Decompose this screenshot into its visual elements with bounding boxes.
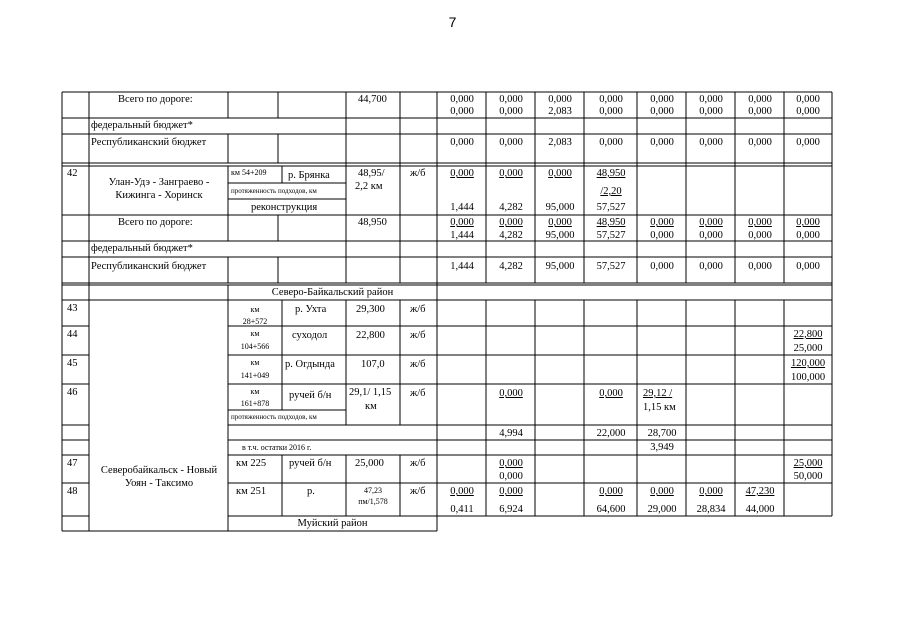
page-number: 7	[448, 14, 457, 30]
r46-b3: 22,000	[596, 428, 626, 439]
r46-v1: 0,000	[499, 388, 523, 399]
r47-object: ручей б/н	[289, 458, 332, 469]
total2-bottom-7: 0,000	[748, 230, 772, 241]
total1-bottom-6: 0,000	[699, 106, 723, 117]
r46-km: км	[250, 387, 260, 396]
r44-km2: 104+566	[240, 342, 270, 351]
r48-bottom-6: 28,834	[696, 504, 726, 515]
rep1-v8: 0,000	[796, 137, 820, 148]
r47-v8-top: 25,000	[793, 458, 823, 469]
r44-v-top: 22,800	[793, 329, 823, 340]
r48-km: км 251	[236, 486, 267, 497]
r43-km: км	[250, 305, 260, 314]
r42-km: км 54+209	[231, 168, 267, 177]
r42-bottom-1: 1,444	[450, 202, 474, 213]
total2-top-7: 0,000	[748, 217, 772, 228]
rep1-v1: 0,000	[450, 137, 474, 148]
district-muisky: Муйский район	[297, 518, 368, 529]
r48-length2: пм/1,578	[358, 497, 388, 506]
total1-bottom-4: 0,000	[599, 106, 623, 117]
r48-num: 48	[67, 486, 78, 497]
r48-type: ж/б	[410, 486, 426, 497]
r42-type: ж/б	[410, 168, 426, 179]
r48-top-6: 0,000	[699, 486, 723, 497]
total1-bottom-8: 0,000	[796, 106, 820, 117]
road-severobaikalsk: Северобайкальск - Новый Уоян - Таксимо	[100, 465, 218, 489]
r42-top-3: 0,000	[548, 168, 572, 179]
r44-v-bottom: 25,000	[793, 343, 823, 354]
total2-bottom-2: 4,282	[499, 230, 523, 241]
r46-remainder-label: в т.ч. остатки 2016 г.	[242, 443, 312, 452]
r46-km2: 161+878	[240, 399, 270, 408]
r48-object: р.	[307, 486, 315, 497]
r42-num: 42	[67, 168, 78, 179]
r45-v-bottom: 100,000	[790, 372, 826, 383]
rep2-v5: 0,000	[650, 261, 674, 272]
r45-object: р. Огдында	[285, 359, 335, 370]
rep2-v7: 0,000	[748, 261, 772, 272]
total2-bottom-5: 0,000	[650, 230, 674, 241]
r48-bottom-4: 64,600	[596, 504, 626, 515]
r46-v4: 29,12 /	[643, 388, 673, 399]
r43-object: р. Ухта	[295, 304, 327, 315]
total2-bottom-6: 0,000	[699, 230, 723, 241]
total1-top-3: 0,000	[548, 94, 572, 105]
total2-top-2: 0,000	[499, 217, 523, 228]
rep1-v3: 2,083	[548, 137, 572, 148]
total1-top-6: 0,000	[699, 94, 723, 105]
rep1-v6: 0,000	[699, 137, 723, 148]
r45-length: 107,0	[361, 359, 385, 370]
total1-top-2: 0,000	[499, 94, 523, 105]
r48-bottom-1: 0,411	[450, 504, 474, 515]
total2-label: Всего по дороге:	[118, 217, 193, 228]
rep2-v1: 1,444	[450, 261, 474, 272]
rep2-v4: 57,527	[596, 261, 626, 272]
total2-top-5: 0,000	[650, 217, 674, 228]
total1-bottom-5: 0,000	[650, 106, 674, 117]
total1-length: 44,700	[358, 94, 387, 105]
total1-bottom-3: 2,083	[548, 106, 572, 117]
total2-bottom-8: 0,000	[796, 230, 820, 241]
r47-num: 47	[67, 458, 78, 469]
r46-object: ручей б/н	[289, 390, 332, 401]
r42-note: протяженность подходов, км	[231, 187, 317, 195]
r48-bottom-7: 44,000	[745, 504, 775, 515]
rep1-v5: 0,000	[650, 137, 674, 148]
r43-km2: 28+572	[242, 317, 268, 326]
fed2-label: федеральный бюджет*	[91, 243, 193, 254]
r42-length2: 2,2 км	[355, 181, 383, 192]
fed1-label: федеральный бюджет*	[91, 120, 193, 131]
r42-bottom-4: 57,527	[596, 202, 626, 213]
r48-top-4: 0,000	[599, 486, 623, 497]
r48-bottom-5: 29,000	[647, 504, 677, 515]
r47-v8-bottom: 50,000	[793, 471, 823, 482]
r46-v3: 0,000	[599, 388, 623, 399]
r45-km: км	[250, 358, 260, 367]
r47-v1-top: 0,000	[499, 458, 523, 469]
rep2-v3: 95,000	[545, 261, 575, 272]
r42-mid: /2,20	[600, 186, 622, 197]
total1-bottom-1: 0,000	[450, 106, 474, 117]
total2-bottom-3: 95,000	[545, 230, 575, 241]
r42-bottom-3: 95,000	[545, 202, 575, 213]
r44-length: 22,800	[356, 330, 385, 341]
rep1-v4: 0,000	[599, 137, 623, 148]
total1-top-4: 0,000	[599, 94, 623, 105]
rep2-v2: 4,282	[499, 261, 523, 272]
r46-remainder: 3,949	[650, 442, 674, 453]
r46-num: 46	[67, 387, 78, 398]
total2-top-8: 0,000	[796, 217, 820, 228]
r48-top-5: 0,000	[650, 486, 674, 497]
rep2-v6: 0,000	[699, 261, 723, 272]
r46-note: протяженность подходов, км	[231, 413, 317, 421]
r44-num: 44	[67, 329, 78, 340]
total1-top-1: 0,000	[450, 94, 474, 105]
r46-b4: 28,700	[647, 428, 677, 439]
r46-b1: 4,994	[499, 428, 523, 439]
r48-length: 47,23	[364, 486, 382, 495]
r43-type: ж/б	[410, 304, 426, 315]
r48-top-7: 47,230	[745, 486, 775, 497]
total2-bottom-1: 1,444	[450, 230, 474, 241]
rep2-label: Республиканский бюджет	[91, 261, 207, 272]
r45-v-top: 120,000	[790, 358, 826, 369]
r46-type: ж/б	[410, 388, 426, 399]
r45-type: ж/б	[410, 359, 426, 370]
r47-v1-bottom: 0,000	[499, 471, 523, 482]
r42-object: р. Брянка	[288, 170, 330, 181]
r45-km2: 141+049	[240, 371, 270, 380]
r44-type: ж/б	[410, 330, 426, 341]
r43-num: 43	[67, 303, 78, 314]
total1-top-7: 0,000	[748, 94, 772, 105]
rep1-v7: 0,000	[748, 137, 772, 148]
total2-top-6: 0,000	[699, 217, 723, 228]
total2-top-4: 48,950	[596, 217, 626, 228]
r47-km: км 225	[236, 458, 267, 469]
r42-length: 48,95/	[358, 168, 385, 179]
r48-bottom-2: 6,924	[499, 504, 523, 515]
r48-top-2: 0,000	[499, 486, 523, 497]
r47-type: ж/б	[410, 458, 426, 469]
total2-top-1: 0,000	[450, 217, 474, 228]
total1-top-5: 0,000	[650, 94, 674, 105]
total1-bottom-2: 0,000	[499, 106, 523, 117]
total1-label: Всего по дороге:	[118, 94, 193, 105]
r44-object: суходол	[292, 330, 328, 341]
r42-top-2: 0,000	[499, 168, 523, 179]
r43-length: 29,300	[356, 304, 385, 315]
r45-num: 45	[67, 358, 78, 369]
total2-bottom-4: 57,527	[596, 230, 626, 241]
total2-top-3: 0,000	[548, 217, 572, 228]
district-severo-baikalsky: Северо-Байкальский район	[271, 287, 394, 298]
rep1-label: Республиканский бюджет	[91, 137, 207, 148]
r42-work: реконструкция	[251, 202, 318, 213]
r42-road: Улан-Удэ - Занграево - Кижинга - Хоринск	[108, 177, 210, 201]
r47-length: 25,000	[355, 458, 384, 469]
total1-bottom-7: 0,000	[748, 106, 772, 117]
r46-length2: км	[365, 401, 377, 412]
r48-top-1: 0,000	[450, 486, 474, 497]
rep2-v8: 0,000	[796, 261, 820, 272]
r46-length: 29,1/ 1,15	[349, 387, 392, 398]
r42-bottom-2: 4,282	[499, 202, 523, 213]
r46-v4b: 1,15 км	[643, 402, 676, 413]
r42-top-4: 48,950	[596, 168, 626, 179]
r44-km: км	[250, 329, 260, 338]
total1-top-8: 0,000	[796, 94, 820, 105]
rep1-v2: 0,000	[499, 137, 523, 148]
total2-length: 48,950	[358, 217, 387, 228]
r42-top-1: 0,000	[450, 168, 474, 179]
